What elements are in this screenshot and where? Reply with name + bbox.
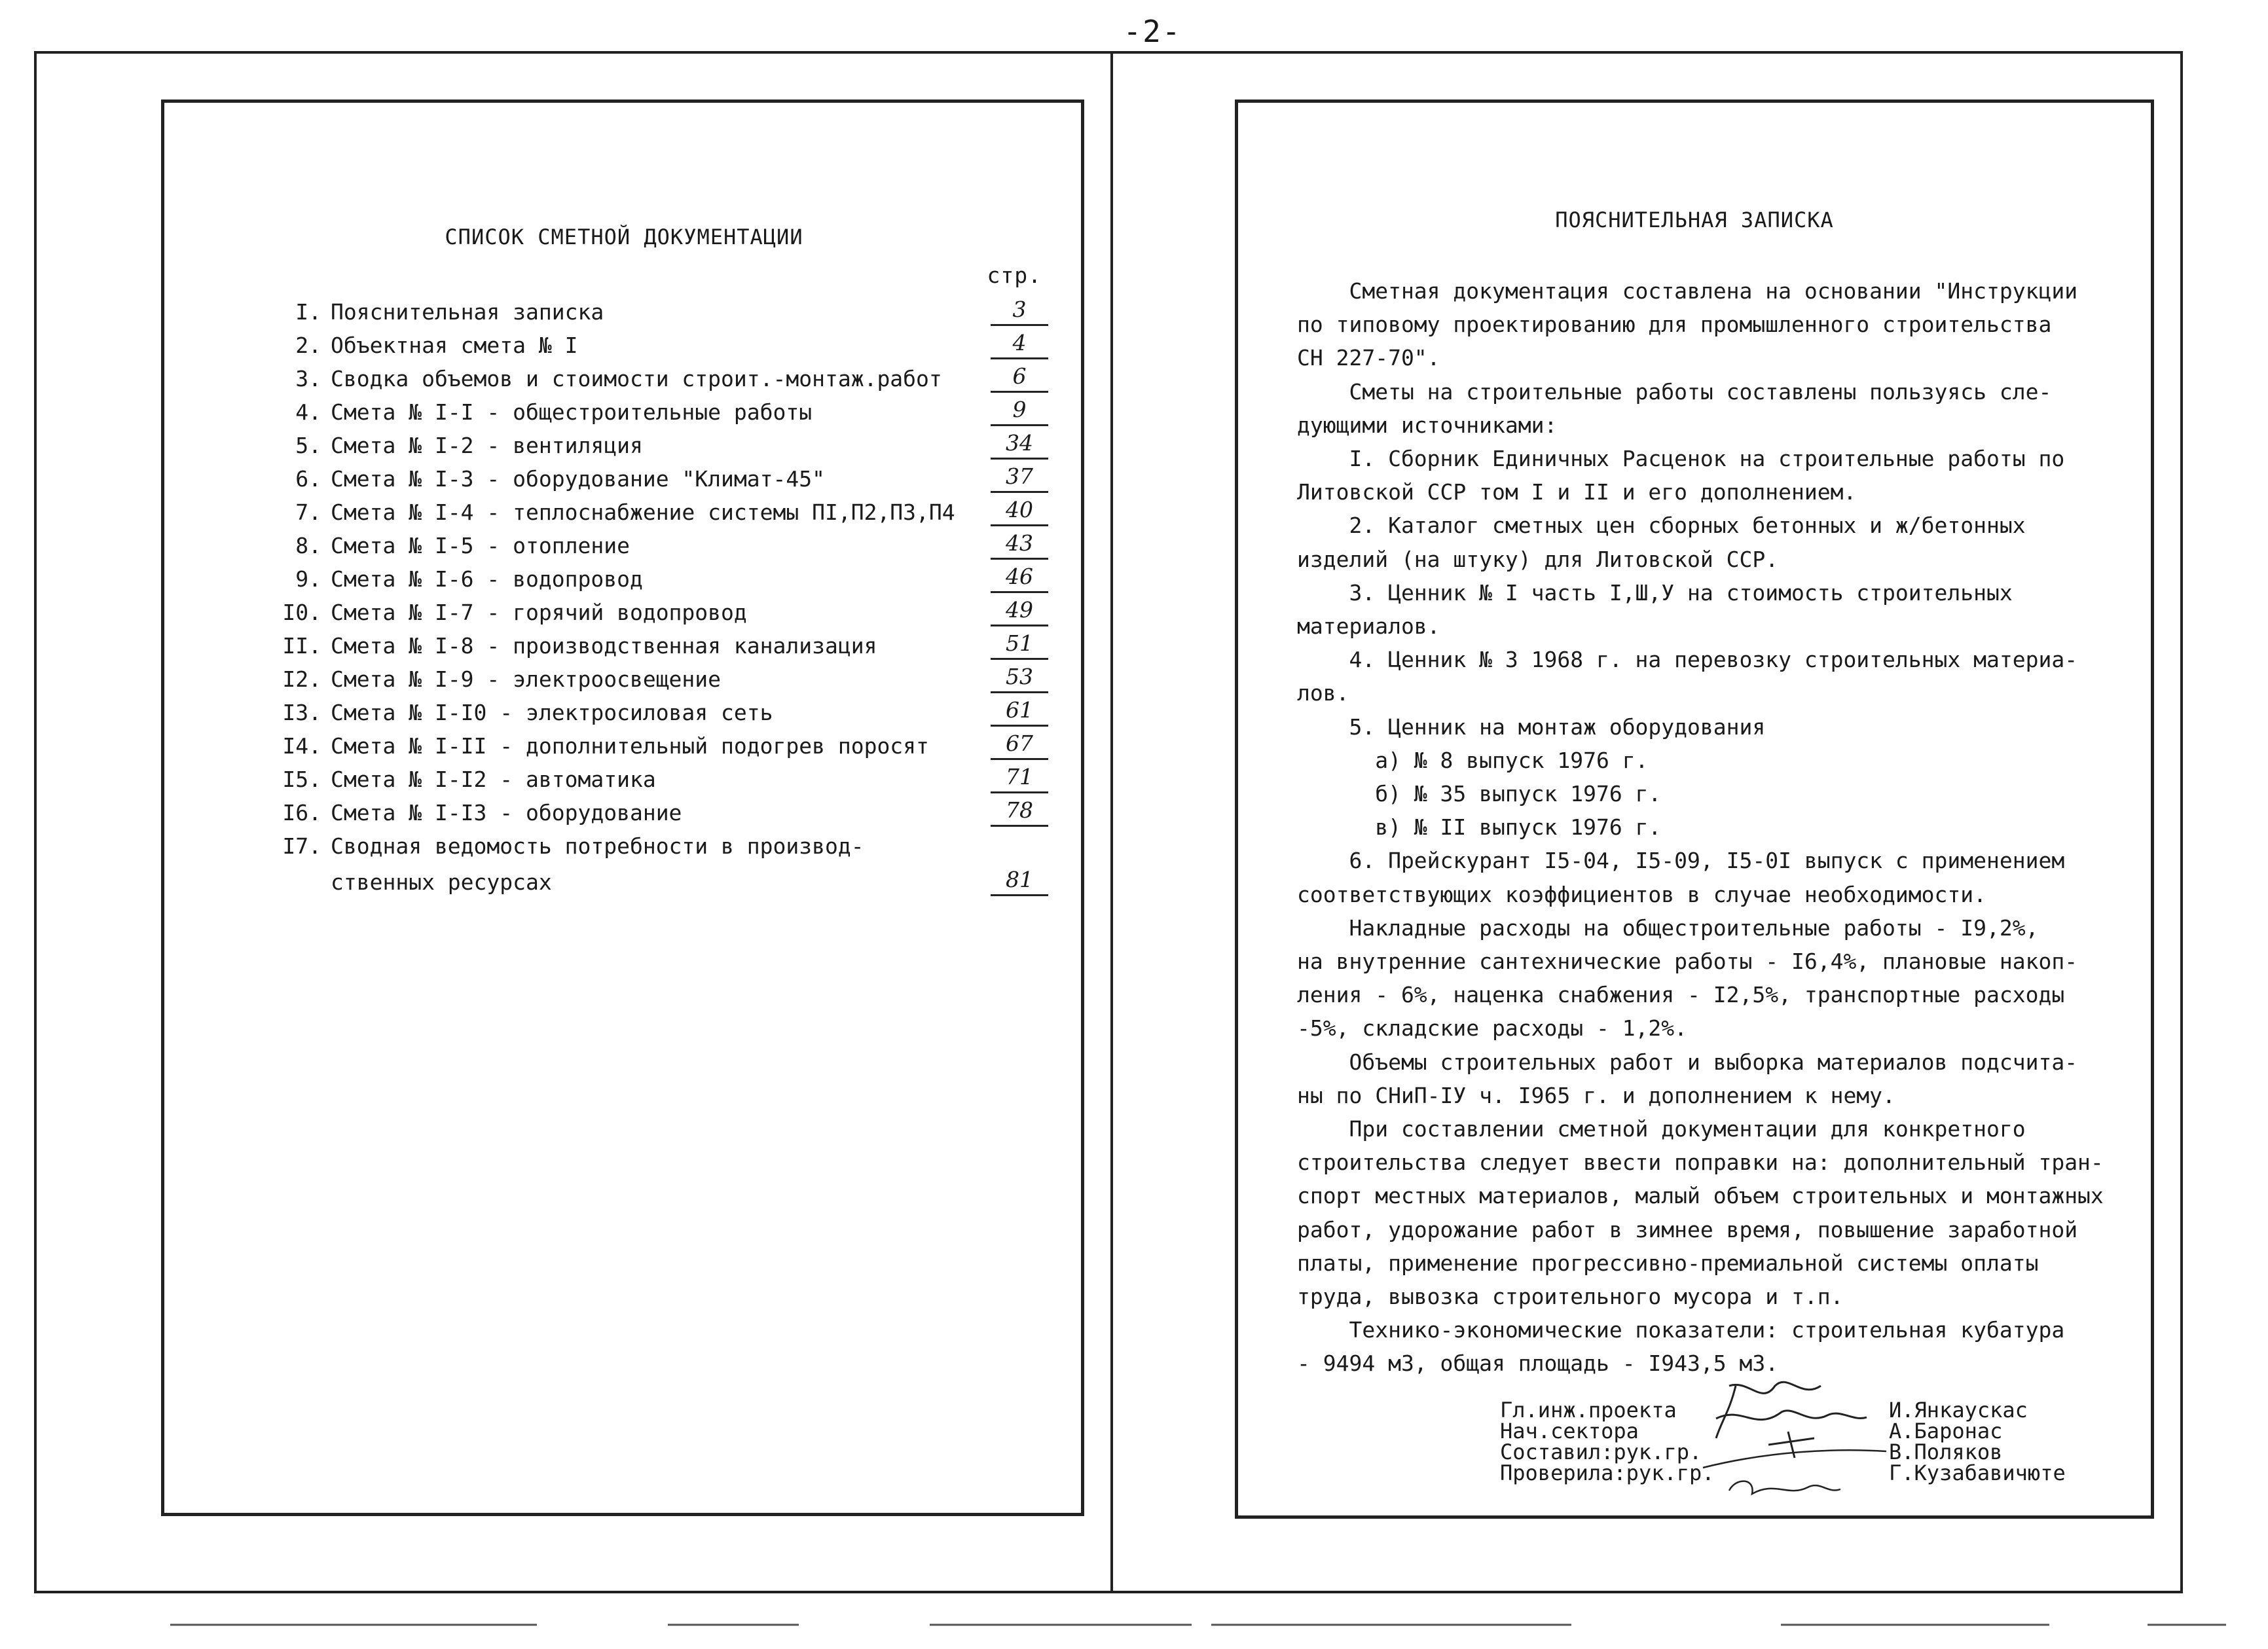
toc-item-label: Смета № I-8 - производственная канализация — [331, 633, 877, 659]
note-text-line: 5. Ценник на монтаж оборудования — [1297, 714, 1766, 740]
note-text-line: -5%, складские расходы - 1,2%. — [1297, 1015, 1688, 1042]
toc-item-number: 2. — [295, 333, 321, 358]
toc-item-page: 6 — [991, 362, 1048, 393]
toc-item-label: Сводная ведомость потребности в производ- — [331, 833, 864, 859]
toc-item-label: Смета № I-2 - вентиляция — [331, 433, 643, 458]
toc-item-label: Смета № I-I2 - автоматика — [331, 767, 656, 792]
note-text-line: работ, удорожание работ в зимнее время, повышение заработной — [1297, 1216, 2078, 1242]
toc-item-label: Смета № I-5 - отопление — [331, 533, 630, 558]
toc-item-number: I4. — [282, 733, 321, 759]
toc-item-number: 9. — [295, 566, 321, 592]
toc-item-page: 81 — [991, 865, 1048, 896]
note-text-line: лов. — [1297, 680, 1349, 706]
note-text-line: 3. Ценник № I часть I,Ш,У на стоимость строительных — [1297, 579, 2013, 606]
toc-item-number: I6. — [282, 800, 321, 825]
toc-item-page: 67 — [991, 729, 1048, 760]
toc-item-label: Сводка объемов и стоимости строит.-монтаж.работ — [331, 366, 942, 391]
note-text-line: по типовому проектированию для промышленного строительства — [1297, 312, 2052, 338]
toc-title: СПИСОК СМЕТНОЙ ДОКУМЕНТАЦИИ — [445, 225, 803, 249]
toc-row — [249, 362, 1048, 395]
toc-item-label: Смета № I-I - общестроительные работы — [331, 399, 813, 425]
note-sheet — [1235, 100, 2154, 1519]
toc-item-page: 37 — [991, 462, 1048, 493]
toc-item-number: 6. — [295, 466, 321, 492]
toc-item-number: I7. — [282, 833, 321, 859]
signature-name: Г.Кузабавичюте — [1889, 1460, 2066, 1485]
note-text-line: в) № II выпуск 1976 г. — [1297, 814, 1662, 841]
note-text-line: Объемы строительных работ и выборка материалов подсчита- — [1297, 1049, 2078, 1075]
toc-item-page: 9 — [991, 395, 1048, 426]
toc-row — [249, 329, 1048, 362]
note-text-line: Технико-экономические показатели: строительная кубатура — [1297, 1317, 2065, 1343]
toc-row — [249, 763, 1048, 796]
note-text-line: материалов. — [1297, 613, 1440, 639]
toc-item-page: 78 — [991, 796, 1048, 827]
toc-item-page: 53 — [991, 662, 1048, 693]
note-text-line: строительства следует ввести поправки на: дополнительный тран- — [1297, 1150, 2104, 1176]
note-text-line: 4. Ценник № 3 1968 г. на перевозку строительных материа- — [1297, 647, 2078, 673]
toc-item-number: 3. — [295, 366, 321, 391]
toc-row — [249, 562, 1048, 596]
note-text-line: на внутренние сантехнические работы - I6,4%, плановые накоп- — [1297, 949, 2078, 974]
toc-item-number: 7. — [295, 499, 321, 525]
note-text-line: I. Сборник Единичных Расценок на строительные работы по — [1297, 446, 2065, 471]
toc-row — [249, 796, 1048, 829]
toc-item-number: 5. — [295, 433, 321, 458]
note-text-line: Литовской ССР том I и II и его дополнением. — [1297, 479, 1857, 505]
toc-item-label: Смета № I-9 - электроосвещение — [331, 666, 722, 692]
note-text-line: изделий (на штуку) для Литовской ССР. — [1297, 546, 1779, 572]
note-text-line: спорт местных материалов, малый объем строительных и монтажных — [1297, 1183, 2104, 1209]
toc-item-label: Смета № I-II - дополнительный подогрев поросят — [331, 733, 929, 759]
note-text-line: СН 227-70". — [1297, 345, 1440, 371]
signature-name: В.Поляков — [1889, 1440, 2003, 1464]
toc-sheet — [161, 100, 1084, 1516]
toc-item-label: Пояснительная записка — [331, 299, 604, 325]
toc-column-header: стр. — [987, 263, 1042, 288]
note-text-line: 6. Прейскурант I5-04, I5-09, I5-0I выпуск с применением — [1297, 848, 2065, 874]
toc-row — [249, 395, 1048, 429]
toc-item-label: Объектная смета № I — [331, 333, 578, 358]
toc-item-page: 46 — [991, 562, 1048, 593]
note-text-line: 2. Каталог сметных цен сборных бетонных и ж/бетонных — [1297, 513, 2026, 539]
toc-row — [249, 295, 1048, 329]
toc-item-page: 71 — [991, 763, 1048, 793]
handwritten-signatures — [1690, 1360, 1926, 1510]
toc-item-page: 40 — [991, 496, 1048, 526]
toc-item-page: 61 — [991, 696, 1048, 727]
signature-role: Нач.сектора — [1500, 1419, 1639, 1443]
toc-row — [249, 596, 1048, 629]
center-divider — [1110, 51, 1113, 1591]
note-text-line: б) № 35 выпуск 1976 г. — [1297, 781, 1662, 806]
toc-item-number: 4. — [295, 399, 321, 425]
toc-item-label: Смета № I-6 - водопровод — [331, 566, 643, 592]
note-text-line: а) № 8 выпуск 1976 г. — [1297, 747, 1649, 773]
note-text-line: дующими источниками: — [1297, 412, 1558, 438]
toc-item-number: I. — [295, 299, 321, 325]
note-text-line: ления - 6%, наценка снабжения - I2,5%, транспортные расходы — [1297, 982, 2065, 1008]
toc-item-page: 3 — [991, 295, 1048, 326]
signature-name: А.Баронас — [1889, 1419, 2003, 1443]
toc-item-number: I5. — [282, 767, 321, 792]
toc-item-number: I2. — [282, 666, 321, 692]
bottom-edge-dashes — [0, 1618, 2268, 1631]
toc-row — [249, 662, 1048, 696]
toc-item-page: 51 — [991, 629, 1048, 660]
toc-item-label: ственных ресурсах — [331, 869, 552, 895]
note-text-line: - 9494 м3, общая площадь - I943,5 м3. — [1297, 1350, 1779, 1377]
toc-item-number: I0. — [282, 600, 321, 625]
toc-row — [249, 829, 1048, 863]
note-text-line: Сметы на строительные работы составлены пользуясь сле- — [1297, 378, 2052, 405]
toc-row — [249, 529, 1048, 562]
toc-row — [249, 696, 1048, 729]
toc-item-label: Смета № I-7 - горячий водопровод — [331, 600, 747, 625]
signature-role: Гл.инж.проекта — [1500, 1398, 1677, 1422]
toc-row — [249, 865, 1048, 899]
signature-role: Составил:рук.гр. — [1500, 1440, 1702, 1464]
toc-item-number: I3. — [282, 700, 321, 725]
toc-row — [249, 729, 1048, 763]
note-text-line: Накладные расходы на общестроительные работы - I9,2%, — [1297, 915, 2039, 941]
toc-item-number: II. — [282, 633, 321, 659]
page-number: -2- — [1123, 14, 1182, 49]
note-text-line: При составлении сметной документации для конкретного — [1297, 1116, 2026, 1142]
note-text-line: Сметная документация составлена на основании "Инструкции — [1297, 278, 2078, 304]
note-text-line: платы, применение прогрессивно-премиальной системы оплаты — [1297, 1250, 2039, 1276]
note-text-line: труда, вывозка строительного мусора и т.п. — [1297, 1284, 1844, 1309]
toc-item-label: Смета № I-3 - оборудование "Климат-45" — [331, 466, 825, 492]
toc-row — [249, 429, 1048, 462]
toc-item-page: 34 — [991, 429, 1048, 460]
toc-item-label: Смета № I-I3 - оборудование — [331, 800, 682, 825]
toc-item-number: 8. — [295, 533, 321, 558]
toc-row — [249, 462, 1048, 496]
toc-item-page: 49 — [991, 596, 1048, 626]
signature-role: Проверила:рук.гр. — [1500, 1460, 1715, 1485]
note-text-line: соответствующих коэффициентов в случае необходимости. — [1297, 881, 1986, 907]
toc-item-label: Смета № I-4 - теплоснабжение системы ПI,П2,П3,П4 — [331, 499, 955, 525]
toc-item-page: 4 — [991, 329, 1048, 359]
toc-row — [249, 629, 1048, 662]
toc-item-page: 43 — [991, 529, 1048, 560]
toc-row — [249, 496, 1048, 529]
note-text-line: ны по СНиП-IУ ч. I965 г. и дополнением к нему. — [1297, 1082, 1895, 1108]
signature-name: И.Янкаускас — [1889, 1398, 2028, 1422]
note-title: ПОЯСНИТЕЛЬНАЯ ЗАПИСКА — [1555, 208, 1834, 232]
toc-item-label: Смета № I-I0 - электросиловая сеть — [331, 700, 773, 725]
